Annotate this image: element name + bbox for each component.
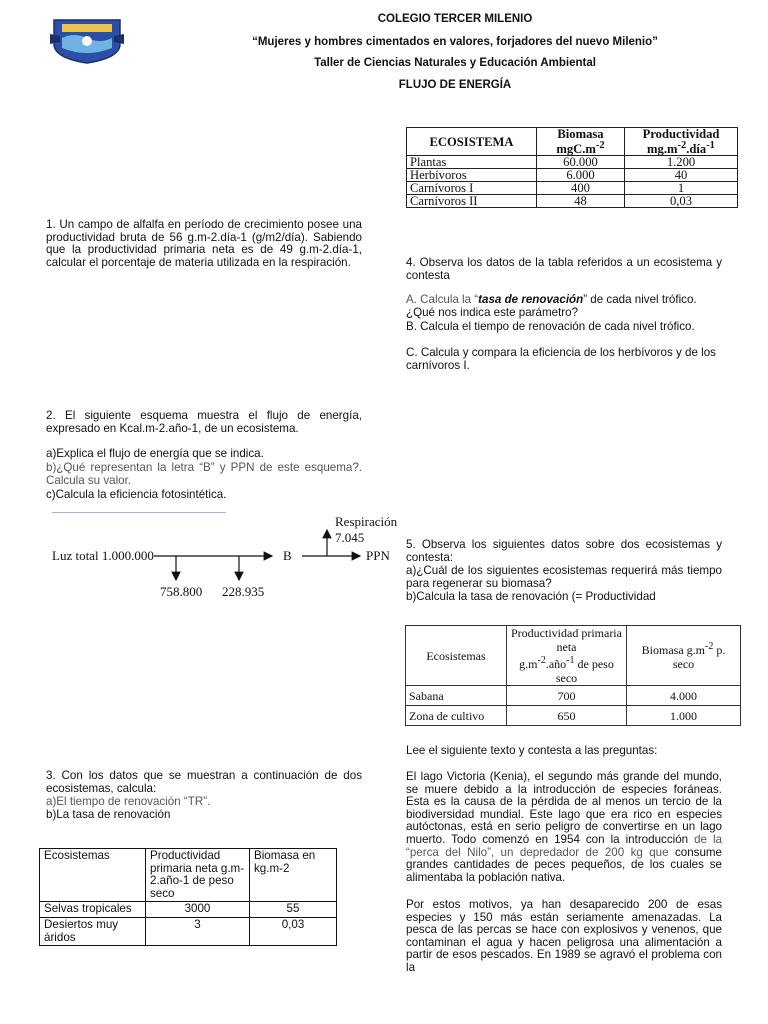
- header-sup: -1: [706, 140, 715, 151]
- table-cell: 400: [537, 182, 625, 195]
- light-total-label: Luz total 1.000.000: [52, 548, 154, 563]
- header-text: mgC.m: [556, 142, 596, 157]
- table-row: [40, 902, 337, 918]
- header-text: Productividad: [642, 127, 720, 141]
- energy-flow-diagram: [40, 510, 400, 610]
- table-row: [406, 686, 741, 706]
- table-cell: Carnívoros II: [407, 195, 537, 208]
- question-5-part-a: a)¿Cuál de los siguientes ecosistemas requerirá más tiempo para regenerar su biomasa?: [406, 564, 722, 590]
- table-row: [407, 169, 738, 182]
- table-cell: 3000: [146, 902, 250, 918]
- reading-p1-text: El lago Victoria (Kenia), el segundo más grande del mundo, se muere debido a la introducción de especies foráneas. Esta es la causa de la pérdida de al menos un tercio de la biodiversidad mundial. Este lago que era rico en especies autóctonas, está en serio peligro de convertirse en un lago muerto. Todo comenzó en 1954 con la introducción: [406, 770, 722, 846]
- q4a-post: ” de cada nivel trófico. ¿Qué nos indica este parámetro?: [406, 293, 697, 319]
- ecosystem-table: [406, 127, 738, 208]
- workshop-title: Taller de Ciencias Naturales y Educación Ambiental: [314, 57, 596, 69]
- table-cell: 3: [146, 917, 250, 945]
- reading-p1-end: consume grandes cantidades de peces pequeños, de los cuales se alimentaba la población nativa.: [406, 845, 722, 884]
- table-header: Ecosistemas: [40, 849, 146, 902]
- ppn-label: PPN: [366, 548, 390, 563]
- table-header-row: [407, 128, 738, 156]
- question-4-part-c: C. Calcula y compara la eficiencia de los herbívoros y de los carnívoros I.: [406, 346, 716, 372]
- table-header: Ecosistemas: [406, 626, 507, 686]
- reading-instruction: Lee el siguiente texto y contesta a las preguntas:: [406, 744, 658, 757]
- question-2-part-a: a)Explica el flujo de energía que se indica.: [46, 447, 264, 460]
- table-cell: 55: [250, 902, 337, 918]
- school-motto: “Mujeres y hombres cimentados en valores, forjadores del nuevo Milenio”: [252, 36, 658, 48]
- table-cell: Carnívoros I: [407, 182, 537, 195]
- table-cell: 6.000: [537, 169, 625, 182]
- header-text: de peso seco: [555, 657, 614, 685]
- ecosystems-table-3: [39, 848, 337, 946]
- table-cell: Desiertos muy áridos: [40, 917, 146, 945]
- school-logo: [48, 14, 126, 64]
- table-header: [627, 626, 741, 686]
- table-row: [406, 706, 741, 726]
- table-cell: 60.000: [537, 156, 625, 169]
- topic-title: FLUJO DE ENERGÍA: [398, 79, 512, 91]
- question-1: 1. Un campo de alfalfa en período de crecimiento posee una productividad bruta de 56 g.m-2.día-1 (g/m2/día). Sabiendo que la productividad primaria neta es de 49 g.m-2.día-1, calcular el porcentaje de materia utilizada en la respiración.: [46, 218, 362, 269]
- reading-paragraph-1: [406, 771, 722, 884]
- question-4-part-a: [406, 294, 722, 319]
- header-sup: -2: [537, 655, 546, 666]
- table-row: [40, 917, 337, 945]
- question-2-part-b: b)¿Qué representan la letra “B” y PPN de este esquema?. Calcula su valor.: [46, 461, 362, 487]
- table-cell: 4.000: [627, 686, 741, 706]
- table-header: Biomasa en kg.m-2: [250, 849, 337, 902]
- school-name: COLEGIO TERCER MILENIO: [377, 13, 533, 25]
- header-text: Biomasa g.m: [641, 643, 705, 657]
- respiration-value: 7.045: [335, 530, 365, 545]
- table-cell: 700: [507, 686, 627, 706]
- table-header: [625, 128, 738, 156]
- question-5-intro: 5. Observa los siguientes datos sobre dos ecosistemas y contesta:: [406, 538, 722, 564]
- table-cell: 1: [625, 182, 738, 195]
- question-5-part-b: b)Calcula la tasa de renovación (= Productividad: [406, 590, 656, 603]
- header-sup: -2: [677, 140, 687, 151]
- loss-value-2: 228.935: [222, 584, 265, 599]
- question-4-part-b: B. Calcula el tiempo de renovación de cada nivel trófico.: [406, 320, 695, 333]
- header-sup: -1: [566, 655, 575, 666]
- table-cell: 0,03: [625, 195, 738, 208]
- table-cell: 0,03: [250, 917, 337, 945]
- table-cell: 650: [507, 706, 627, 726]
- header-text: Biomasa: [557, 127, 604, 141]
- question-3-part-a: a)El tiempo de renovación “TR”.: [46, 795, 211, 808]
- table-cell: Sabana: [406, 686, 507, 706]
- table-cell: 40: [625, 169, 738, 182]
- q4a-pre: A. Calcula la “: [406, 293, 479, 306]
- table-cell: 48: [537, 195, 625, 208]
- question-3-intro: 3. Con los datos que se muestran a continuación de dos ecosistemas, calcula:: [46, 769, 362, 795]
- table-cell: 1.000: [627, 706, 741, 726]
- header-text: .día: [686, 142, 707, 157]
- table-header-row: [406, 626, 741, 686]
- table-row: [407, 195, 738, 208]
- table-header: ECOSISTEMA: [407, 128, 537, 156]
- table-row: [407, 156, 738, 169]
- q4a-emphasis: tasa de renovación: [478, 293, 584, 306]
- header-text: mg.m: [647, 142, 678, 157]
- question-2-part-c: c)Calcula la eficiencia fotosintética.: [46, 488, 227, 501]
- question-4-intro: 4. Observa los datos de la tabla referidos a un ecosistema y contesta: [406, 256, 722, 282]
- table-cell: Plantas: [407, 156, 537, 169]
- table-header: [537, 128, 625, 156]
- header-text: g.m: [519, 657, 538, 671]
- b-label: B: [283, 548, 292, 563]
- header-text: Productividad primaria neta: [511, 626, 622, 654]
- question-2-intro: 2. El siguiente esquema muestra el flujo de energía, expresado en Kcal.m-2.año-1, de un ecosistema.: [46, 409, 362, 435]
- table-row: [407, 182, 738, 195]
- respiration-label: Respiración: [335, 514, 398, 529]
- ecosystems-table-2: [405, 625, 741, 726]
- question-3-part-b: b)La tasa de renovación: [46, 808, 171, 821]
- table-cell: Zona de cultivo: [406, 706, 507, 726]
- loss-value-1: 758.800: [160, 584, 203, 599]
- header-text: p. seco: [672, 643, 726, 671]
- header-text: .año: [545, 657, 567, 671]
- reading-p1-thin: de la “perca del Nilo”, un depredador de 200 kg que: [406, 832, 722, 859]
- reading-paragraph-2: Por estos motivos, ya han desaparecido 200 de esas especies y 150 más están seriamente amenazadas. La pesca de las percas se hace con explosivos y venenos, que contaminan el agua y hacen peligrosa una alimentación a partir de esos pescados. En 1989 se agravó el problema con la: [406, 898, 722, 974]
- table-header-row: [40, 849, 337, 902]
- header-sup: -2: [595, 140, 605, 151]
- table-header: [507, 626, 627, 686]
- table-cell: 1.200: [625, 156, 738, 169]
- table-header: Productividad primaria neta g.m-2.año-1 de peso seco: [146, 849, 250, 902]
- header-sup: -2: [704, 641, 714, 652]
- table-cell: Selvas tropicales: [40, 902, 146, 918]
- table-cell: Herbívoros: [407, 169, 537, 182]
